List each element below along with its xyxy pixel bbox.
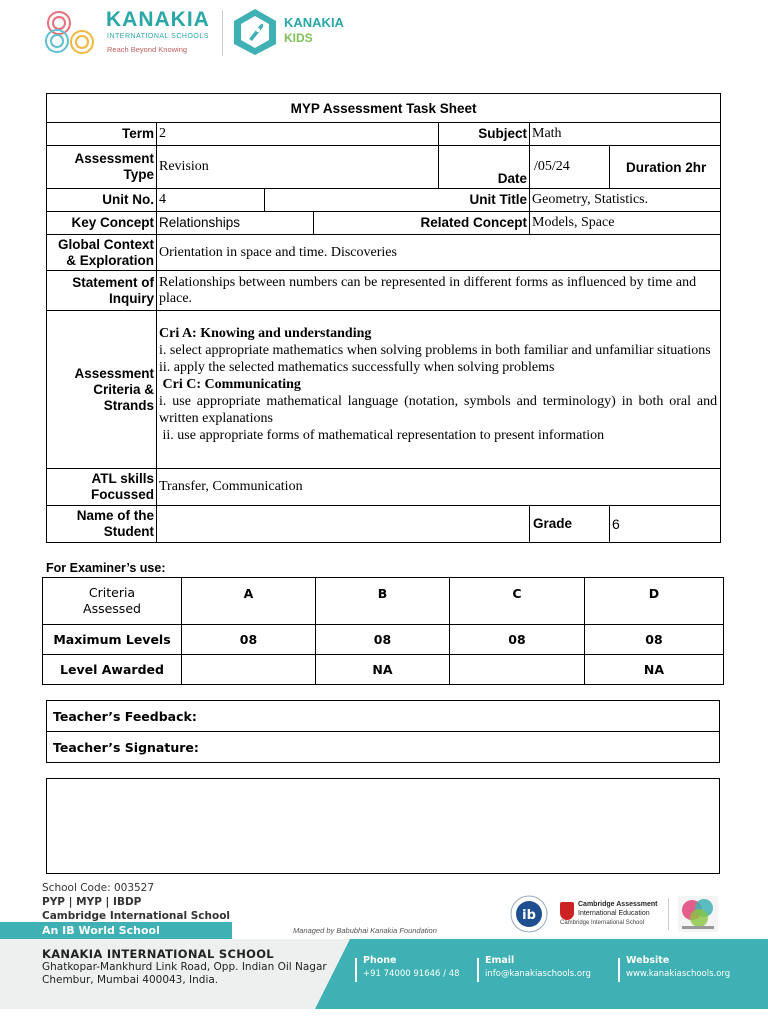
unit-no-label: Unit No. [47, 189, 157, 212]
criteria-label: Assessment Criteria & Strands [47, 311, 157, 469]
kids-logo-name: KANAKIA [284, 15, 344, 30]
cambridge-shield-icon [560, 902, 574, 920]
email-label: Email [485, 955, 515, 966]
footer-school-info [42, 881, 230, 923]
school-logo-subtitle: INTERNATIONAL SCHOOLS [107, 33, 209, 40]
subject-value: Math [530, 123, 721, 146]
cambridge-logo [560, 900, 660, 926]
phone-label: Phone [363, 955, 397, 966]
footer-school-name: KANAKIA INTERNATIONAL SCHOOL [42, 947, 274, 961]
unit-title-label: Unit Title [265, 189, 530, 212]
blank-answer-box[interactable] [46, 778, 720, 874]
duration-value: 2hr [685, 159, 707, 175]
student-name-field[interactable] [157, 506, 530, 543]
contact-divider [477, 958, 479, 982]
school-logo-tagline: Reach Beyond Knowing [107, 45, 188, 54]
programmes: PYP | MYP | IBDP [42, 896, 142, 908]
task-sheet-title: MYP Assessment Task Sheet [47, 94, 721, 123]
criterion-column-d: D [585, 578, 724, 625]
atl-value: Transfer, Communication [157, 469, 721, 506]
svg-text:ib: ib [522, 908, 536, 923]
duration-label: Duration [626, 159, 682, 175]
assessment-task-table [46, 93, 721, 543]
related-concept-label: Related Concept [314, 212, 530, 235]
unit-title-value: Geometry, Statistics. [530, 189, 721, 212]
related-concept-value: Models, Space [530, 212, 721, 235]
term-value: 2 [157, 123, 439, 146]
website-link[interactable]: www.kanakiaschools.org [626, 969, 731, 979]
unit-no-value: 4 [157, 189, 265, 212]
student-name-label: Name of the Student [47, 506, 157, 543]
phone-contact [363, 955, 460, 979]
assessment-type-label: Assessment Type [47, 146, 157, 189]
awarded-level-b[interactable]: NA [316, 655, 450, 685]
criterion-a-title: Cri A: Knowing and understanding [159, 325, 372, 341]
kids-logo-subtitle: KIDS [284, 31, 313, 45]
kanakia-kids-rocket-icon [232, 8, 278, 56]
term-label: Term [47, 123, 157, 146]
criteria-assessed-header: Criteria Assessed [43, 578, 182, 625]
subject-label: Subject [439, 123, 530, 146]
email-contact [485, 955, 591, 979]
key-concept-label: Key Concept [47, 212, 157, 235]
inquiry-label: Statement of Inquiry [47, 271, 157, 311]
kanakia-school-logo-icon [44, 8, 100, 58]
awarded-level-a[interactable] [182, 655, 316, 685]
max-level-c: 08 [450, 625, 585, 655]
global-context-label: Global Context & Exploration [47, 235, 157, 271]
managed-by: Managed by Babubhai Kanakia Foundation [293, 926, 437, 935]
duration-cell [610, 146, 721, 189]
header-logos [44, 6, 364, 62]
ib-world-school-band: An IB World School [0, 922, 232, 939]
cambridge-school: Cambridge International School [42, 910, 231, 922]
max-level-d: 08 [585, 625, 724, 655]
key-concept-value: Relationships [157, 212, 314, 235]
teacher-feedback-field[interactable]: Teacher’s Feedback: [47, 701, 720, 732]
school-code: School Code: 003527 [42, 882, 155, 894]
inquiry-value: Relationships between numbers can be represented in different forms as influenced by time and place. [157, 271, 721, 311]
criterion-c-title: Cri C: Communicating [159, 376, 301, 392]
award-badge-icon [678, 896, 718, 932]
cambridge-logo-line2: International Education [578, 910, 650, 917]
level-awarded-label: Level Awarded [43, 655, 182, 685]
ib-logo-icon [510, 895, 548, 933]
grade-label: Grade [530, 506, 610, 543]
logo-separator [668, 898, 669, 930]
awarded-level-c[interactable] [450, 655, 585, 685]
school-logo-name: KANAKIA [106, 8, 210, 31]
footer-address-line1: Ghatkopar-Mankhurd Link Road, Opp. Indian Oil Nagar [42, 961, 327, 973]
teacher-signature-field[interactable]: Teacher’s Signature: [47, 732, 720, 763]
maximum-levels-label: Maximum Levels [43, 625, 182, 655]
atl-label: ATL skills Focussed [47, 469, 157, 506]
website-contact [626, 955, 730, 979]
examiner-table [42, 577, 724, 685]
criterion-c-strand-2: ii. use appropriate forms of mathematical representation to present information [159, 427, 605, 443]
date-label: Date [439, 146, 530, 189]
max-level-a: 08 [182, 625, 316, 655]
cambridge-logo-line1: Cambridge Assessment [578, 901, 658, 908]
phone-number[interactable]: +91 74000 91646 / 48 [363, 969, 460, 979]
email-link[interactable]: info@kanakiaschools.org [485, 969, 591, 979]
max-level-b: 08 [316, 625, 450, 655]
global-context-value: Orientation in space and time. Discoveries [157, 235, 721, 271]
criterion-column-b: B [316, 578, 450, 625]
feedback-table [46, 700, 720, 763]
criterion-a-strand-2: ii. apply the selected mathematics successfully when solving problems [159, 359, 555, 375]
criteria-strands [157, 311, 721, 469]
website-label: Website [626, 955, 670, 966]
footer-address-line2: Chembur, Mumbai 400043, India. [42, 974, 219, 986]
criterion-c-strand-1: i. use appropriate mathematical language (notation, symbols and terminology) in both oral and written explanations [159, 393, 718, 426]
examiner-heading: For Examiner’s use: [46, 561, 166, 575]
footer-address [42, 948, 327, 987]
awarded-level-d[interactable]: NA [585, 655, 724, 685]
assessment-type-value: Revision [157, 146, 439, 189]
contact-divider [618, 958, 620, 982]
logo-divider [222, 10, 223, 56]
criterion-column-a: A [182, 578, 316, 625]
contact-divider [355, 958, 357, 982]
date-value: /05/24 [530, 146, 610, 189]
criterion-column-c: C [450, 578, 585, 625]
cambridge-logo-line3: Cambridge International School [560, 920, 645, 926]
grade-value: 6 [610, 506, 721, 543]
criterion-a-strand-1: i. select appropriate mathematics when solving problems in both familiar and unfamiliar situations [159, 342, 711, 358]
